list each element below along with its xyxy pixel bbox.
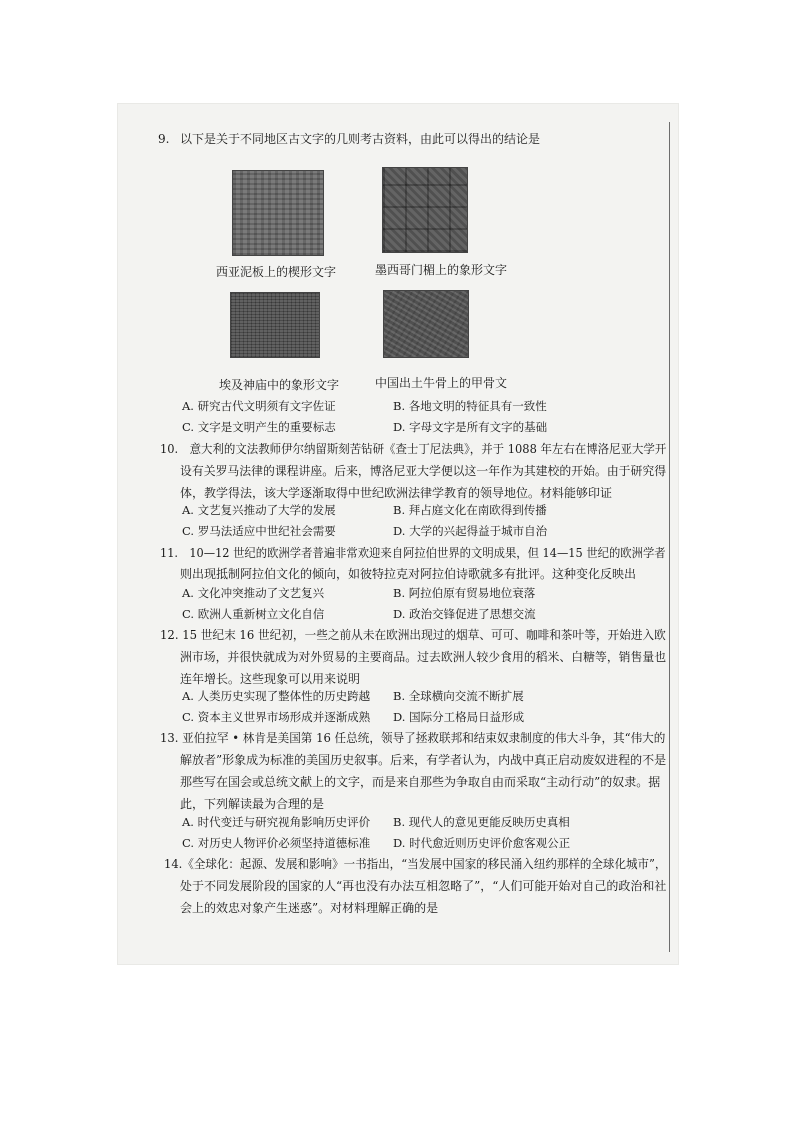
- mexican-lintel-image: [382, 167, 468, 253]
- q12-option-d: D. 国际分工格局日益形成: [393, 710, 525, 724]
- q11-option-b: B. 阿拉伯原有贸易地位衰落: [393, 586, 536, 600]
- q11-option-a: A. 文化冲突推动了文艺复兴: [182, 586, 325, 600]
- image-caption-4: 中国出土牛骨上的甲骨文: [375, 376, 508, 390]
- oracle-bone-image: [383, 290, 469, 358]
- q13-line-4: 此，下列解读最为合理的是: [180, 797, 325, 811]
- image-caption-2: 墨西哥门楣上的象形文字: [375, 263, 508, 277]
- q11-option-c: C. 欧洲人重新树立文化自信: [182, 607, 325, 621]
- image-caption-1: 西亚泥板上的楔形文字: [216, 265, 337, 279]
- q9-option-d: D. 字母文字是所有文字的基础: [393, 420, 548, 434]
- q9-number: 9.: [158, 132, 170, 146]
- q14-line-1: 14.《全球化：起源、发展和影响》一书指出，“当发展中国家的移民涌入纽约那样的全球化城市”，: [164, 857, 667, 871]
- q11-line-2: 则出现抵制阿拉伯文化的倾向，如彼特拉克对阿拉伯诗歌就多有批评。这种变化反映出: [180, 567, 637, 581]
- q12-line-2: 洲市场，并很快就成为对外贸易的主要商品。过去欧洲人较少食用的稻米、白糖等，销售量也: [180, 650, 667, 664]
- q13-option-d: D. 时代愈近则历史评价愈客观公正: [393, 836, 571, 850]
- q9-stem: 以下是关于不同地区古文字的几则考古资料，由此可以得出的结论是: [180, 132, 541, 146]
- q10-option-b: B. 拜占庭文化在南欧得到传播: [393, 503, 547, 517]
- q9-option-b: B. 各地文明的特征具有一致性: [393, 399, 547, 413]
- margin-rule: [669, 122, 670, 952]
- q12-line-3: 连年增长。这些现象可以用来说明: [180, 672, 361, 686]
- q13-option-c: C. 对历史人物评价必须坚持道德标准: [182, 836, 371, 850]
- q10-line-1: 10. 意大利的文法教师伊尔纳留斯刻苦钻研《查士丁尼法典》，并于 1088 年左右在博洛尼亚大学开: [160, 442, 667, 456]
- q14-line-3: 会上的效忠对象产生迷惑”。对材料理解正确的是: [180, 901, 439, 915]
- q10-line-3: 体，教学得法，该大学逐渐取得中世纪欧洲法律学教育的领导地位。材料能够印证: [180, 486, 613, 500]
- q12-option-a: A. 人类历史实现了整体性的历史跨越: [182, 689, 371, 703]
- q10-option-d: D. 大学的兴起得益于城市自治: [393, 524, 548, 538]
- q9-option-a: A. 研究古代文明须有文字佐证: [182, 399, 336, 413]
- q9-option-c: C. 文字是文明产生的重要标志: [182, 420, 336, 434]
- q12-line-1: 12. 15 世纪末 16 世纪初，一些之前从未在欧洲出现过的烟草、可可、咖啡和茶叶等，开始进入欧: [160, 628, 666, 642]
- q13-option-b: B. 现代人的意见更能反映历史真相: [393, 815, 570, 829]
- q10-option-a: A. 文艺复兴推动了大学的发展: [182, 503, 336, 517]
- q13-line-1: 13. 亚伯拉罕 • 林肯是美国第 16 任总统，领导了拯救联邦和结束奴隶制度的伟大斗争，其“伟大的: [160, 731, 666, 745]
- q13-option-a: A. 时代变迁与研究视角影响历史评价: [182, 815, 371, 829]
- q13-line-3: 那些写在国会或总统文献上的文字，而是来自那些为争取自由而采取“主动行动”的奴隶。据: [180, 775, 661, 789]
- q10-line-2: 设有关罗马法律的课程讲座。后来，博洛尼亚大学便以这一年作为其建校的开始。由于研究得: [180, 464, 667, 478]
- egyptian-temple-image: [230, 292, 320, 358]
- q11-option-d: D. 政治交锋促进了思想交流: [393, 607, 536, 621]
- q14-line-2: 处于不同发展阶段的国家的人“再也没有办法互相忽略了”，“人们可能开始对自己的政治和社: [180, 879, 667, 893]
- q12-option-b: B. 全球横向交流不断扩展: [393, 689, 524, 703]
- q12-option-c: C. 资本主义世界市场形成并逐渐成熟: [182, 710, 371, 724]
- q13-line-2: 解放者”形象成为标准的美国历史叙事。后来，有学者认为，内战中真正启动废奴进程的不是: [180, 753, 667, 767]
- image-caption-3: 埃及神庙中的象形文字: [219, 378, 340, 392]
- q11-line-1: 11. 10—12 世纪的欧洲学者普遍非常欢迎来自阿拉伯世界的文明成果，但 14—15 世纪的欧洲学者: [160, 546, 666, 560]
- cuneiform-tablet-image: [232, 170, 324, 256]
- q10-option-c: C. 罗马法适应中世纪社会需要: [182, 524, 336, 538]
